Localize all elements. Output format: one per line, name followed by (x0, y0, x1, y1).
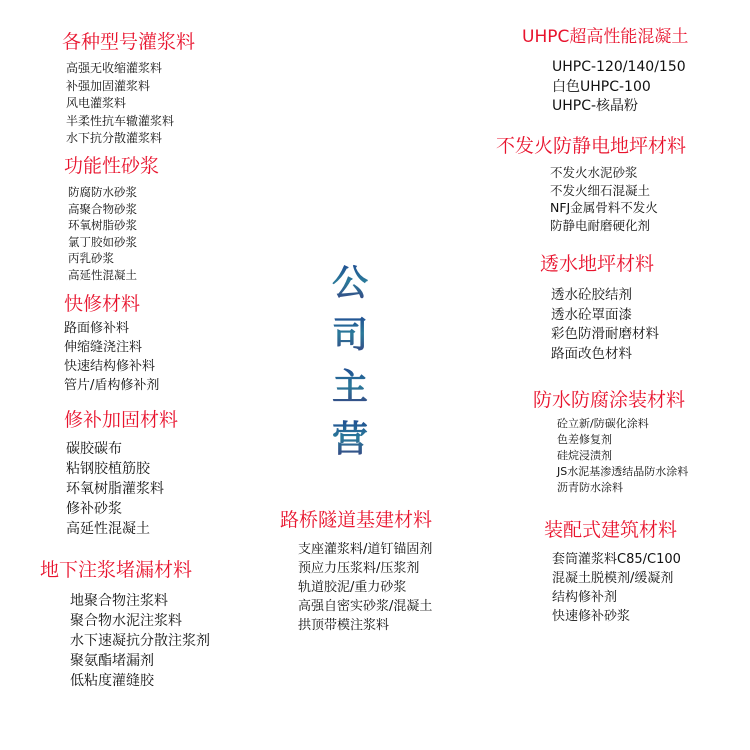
group-heading: 修补加固材料 (64, 409, 179, 431)
title-char: 主 (330, 362, 370, 414)
list-item: 混凝土脱模剂/缓凝剂 (552, 571, 674, 586)
list-item: 轨道胶泥/重力砂浆 (298, 580, 407, 595)
list-item: 高聚合物砂浆 (68, 201, 137, 216)
group-heading: 透水地坪材料 (540, 253, 655, 275)
list-item: 环氧树脂砂浆 (68, 218, 137, 232)
list-item: UHPC-120/140/150 (552, 59, 686, 75)
list-item: 聚氨酯堵漏剂 (70, 653, 154, 669)
group-heading: 功能性砂浆 (64, 155, 160, 177)
group-uhpc (522, 26, 688, 117)
list-item: 修补砂浆 (66, 501, 122, 517)
company-business-title (330, 258, 370, 466)
list-item: NFJ金属骨料不发火 (550, 200, 658, 215)
list-item: 透水砼胶结剂 (551, 287, 632, 303)
list-item: 支座灌浆料/道钉锚固剂 (298, 542, 433, 557)
list-item: 低粘度灌缝胶 (70, 673, 154, 689)
list-item: 彩色防滑耐磨材料 (551, 326, 659, 342)
list-item: 沥青防水涂料 (557, 481, 623, 494)
group-antistatic (496, 134, 686, 234)
title-char: 营 (330, 414, 370, 466)
list-item: 路面修补料 (64, 321, 130, 336)
group-underground (40, 558, 210, 691)
group-bridge (280, 508, 432, 635)
list-item: 快速结构修补料 (64, 359, 156, 374)
list-item: 防腐防水砂浆 (68, 185, 137, 199)
group-heading: 装配式建筑材料 (544, 519, 678, 541)
group-heading: 路桥隧道基建材料 (280, 509, 433, 531)
list-item: 高延性混凝土 (68, 267, 137, 282)
list-item: 预应力压浆料/压浆剂 (298, 561, 420, 576)
list-item: 路面改色材料 (551, 345, 632, 362)
list-item: 高延性混凝土 (66, 521, 150, 537)
list-item: 丙乳砂浆 (68, 251, 114, 265)
group-grout (62, 30, 195, 148)
list-item: 不发火水泥砂浆 (550, 165, 638, 180)
group-repair (64, 292, 159, 395)
list-item: 碳胶碳布 (66, 441, 122, 457)
list-item: 不发火细石混凝土 (550, 182, 651, 198)
list-item: 透水砼罩面漆 (551, 306, 632, 323)
list-item: 伸缩缝浇注料 (64, 340, 143, 355)
group-heading: 各种型号灌浆料 (62, 31, 196, 53)
list-item: UHPC-核晶粉 (552, 98, 639, 114)
list-item: 高强无收缩灌浆料 (66, 61, 163, 75)
group-heading: UHPC超高性能混凝土 (522, 27, 689, 47)
group-functional (64, 154, 159, 283)
title-char: 公 (330, 258, 370, 310)
list-item: 拱顶带模注浆料 (298, 618, 390, 633)
list-item: 水下抗分散灌浆料 (66, 131, 163, 145)
list-item: 结构修补剂 (552, 590, 618, 605)
group-waterproof (533, 388, 688, 496)
list-item: JS水泥基渗透结晶防水涂料 (557, 465, 689, 478)
list-item: 砼立新/防碳化涂料 (557, 417, 649, 430)
list-item: 环氧树脂灌浆料 (66, 481, 164, 497)
list-item: 管片/盾构修补剂 (64, 378, 160, 393)
list-item: 粘钢胶植筋胶 (66, 461, 150, 477)
list-item: 氯丁胶如砂浆 (68, 234, 137, 249)
group-reinforce (64, 408, 178, 539)
list-item: 快速修补砂浆 (552, 609, 631, 624)
list-item: 色差修复剂 (557, 433, 612, 446)
group-prefab (544, 518, 681, 626)
list-item: 硅烷浸渍剂 (557, 449, 612, 462)
list-item: 水下速凝抗分散注浆剂 (70, 633, 210, 649)
list-item: 风电灌浆料 (66, 96, 127, 110)
list-item: 补强加固灌浆料 (66, 78, 151, 93)
group-heading: 地下注浆堵漏材料 (40, 559, 193, 581)
title-char: 司 (330, 310, 370, 362)
list-item: 白色UHPC-100 (552, 78, 651, 95)
list-item: 地聚合物注浆料 (70, 593, 168, 609)
group-heading: 不发火防静电地坪材料 (496, 135, 687, 157)
list-item: 半柔性抗车辙灌浆料 (66, 113, 175, 128)
group-heading: 防水防腐涂装材料 (533, 389, 686, 411)
list-item: 高强自密实砂浆/混凝土 (298, 599, 433, 614)
list-item: 防静电耐磨硬化剂 (550, 217, 651, 233)
list-item: 套筒灌浆料C85/C100 (552, 552, 681, 567)
list-item: 聚合物水泥注浆料 (70, 613, 182, 629)
group-permeable (540, 252, 659, 364)
group-heading: 快修材料 (64, 293, 141, 315)
